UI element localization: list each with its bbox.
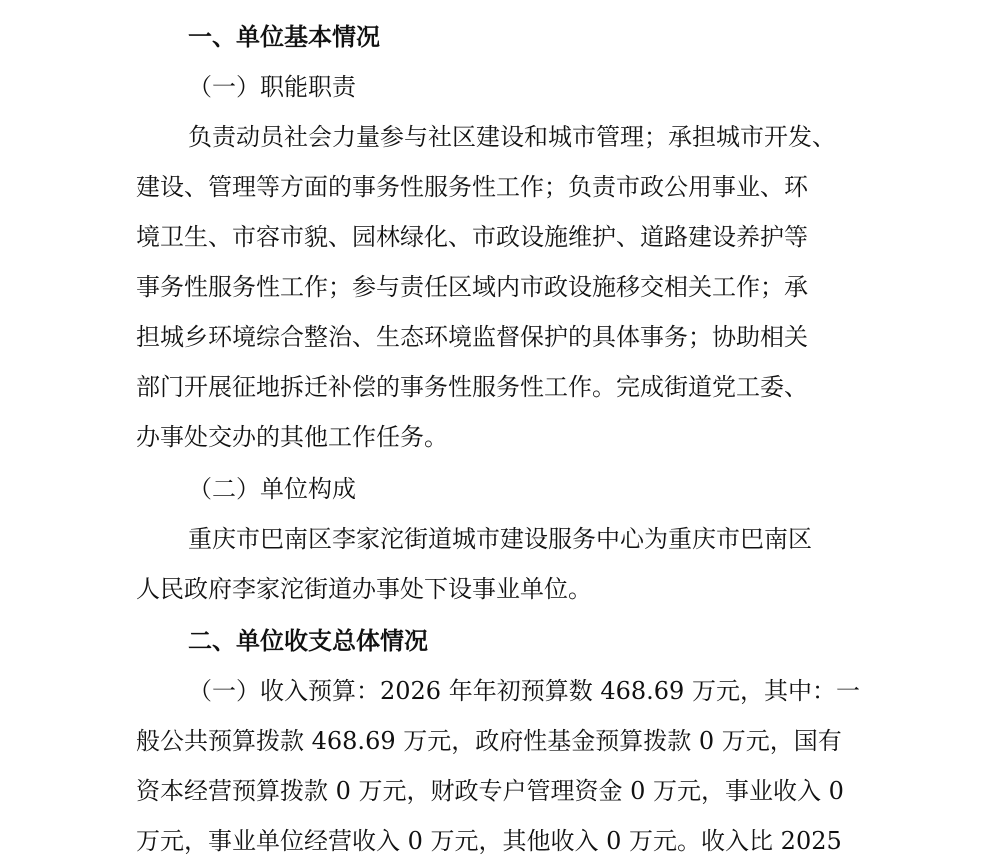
subheading-functions: （一）职能职责: [188, 73, 356, 101]
paragraph-line: 担城乡环境综合整治、生态环境监督保护的具体事务；协助相关: [136, 323, 808, 351]
paragraph-line: 万元，事业单位经营收入 0 万元，其他收入 0 万元。收入比 2025: [136, 827, 842, 855]
paragraph-line: 般公共预算拨款 468.69 万元，政府性基金预算拨款 0 万元，国有: [136, 727, 842, 755]
paragraph-line: 建设、管理等方面的事务性服务性工作；负责市政公用事业、环: [136, 173, 808, 201]
section-heading-basic-info: 一、单位基本情况: [188, 23, 380, 51]
paragraph-line: 资本经营预算拨款 0 万元，财政专户管理资金 0 万元，事业收入 0: [136, 777, 844, 805]
subheading-unit-composition: （二）单位构成: [188, 475, 356, 503]
paragraph-line: 部门开展征地拆迁补偿的事务性服务性工作。完成街道党工委、: [136, 373, 808, 401]
paragraph-line: 负责动员社会力量参与社区建设和城市管理；承担城市开发、: [188, 123, 836, 151]
paragraph-line: 办事处交办的其他工作任务。: [136, 423, 448, 451]
paragraph-line: 境卫生、市容市貌、园林绿化、市政设施维护、道路建设养护等: [136, 223, 808, 251]
paragraph-line: （一）收入预算：2026 年年初预算数 468.69 万元，其中：一: [188, 677, 860, 705]
section-heading-income-expense: 二、单位收支总体情况: [188, 627, 428, 655]
paragraph-line: 人民政府李家沱街道办事处下设事业单位。: [136, 575, 592, 603]
paragraph-line: 重庆市巴南区李家沱街道城市建设服务中心为重庆市巴南区: [188, 525, 812, 553]
paragraph-line: 事务性服务性工作；参与责任区域内市政设施移交相关工作；承: [136, 273, 808, 301]
